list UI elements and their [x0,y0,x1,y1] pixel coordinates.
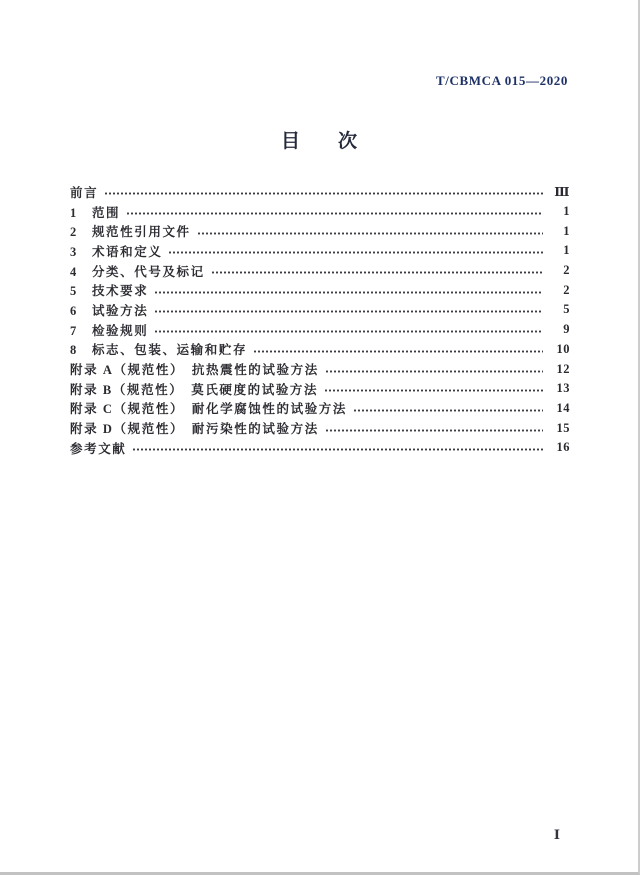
toc-entry [70,359,570,379]
toc-entry-label: 参考文献 [70,441,127,456]
toc-entry-label: 2 规范性引用文件 [70,225,191,240]
toc-leader-dots [154,290,543,295]
toc-entry [70,379,570,399]
toc-leader-dots [154,329,543,334]
toc-leader-dots [126,211,543,216]
toc-leader-dots [197,231,543,236]
toc-entry-label: 附录 C（规范性） 耐化学腐蚀性的试验方法 [70,402,348,417]
toc-entry-label: 1 范围 [70,205,121,220]
toc-entry-page: 15 [556,420,570,435]
toc-entry [70,320,570,340]
toc-entry [70,221,570,241]
toc-entry [70,202,570,222]
toc-entry [70,261,570,281]
toc-entry-label: 7 检验规则 [70,323,149,338]
toc-entry-page: 5 [563,302,570,317]
toc-entry-label: 6 试验方法 [70,303,149,318]
toc-entry-label: 附录 A（规范性） 抗热震性的试验方法 [70,363,319,378]
toc-leader-dots [168,250,543,255]
toc-entry-page: 13 [556,381,570,396]
toc-entry-page: 1 [563,243,570,258]
toc-entry [70,182,570,202]
toc-entry-page: 1 [563,223,570,238]
toc-entry [70,241,570,261]
toc-entry [70,340,570,360]
toc-leader-dots [353,408,543,413]
page-number: Ⅰ [553,827,560,842]
toc-entry [70,418,570,438]
toc-entry-page: 10 [556,341,570,356]
toc-entry-label: 5 技术要求 [70,284,149,299]
toc-entry-label: 4 分类、代号及标记 [70,264,205,279]
toc-leader-dots [253,349,543,354]
page-title: 目 次 [280,131,357,152]
document-code: T/CBMCA 015—2020 [435,73,568,88]
toc-entry [70,300,570,320]
toc-entry-page: 12 [556,361,570,376]
toc-entry-page: 9 [563,322,570,337]
toc-leader-dots [154,309,543,314]
toc-entry-label: 附录 B（规范性） 莫氏硬度的试验方法 [70,382,319,397]
toc-entry-page: Ⅲ [554,184,570,199]
toc-leader-dots [324,388,543,393]
toc-entry-label: 附录 D（规范性） 耐污染性的试验方法 [70,422,319,437]
toc-entry-page: 14 [556,400,570,415]
toc-entry-page: 1 [563,204,570,219]
toc-entry-page: 2 [563,263,570,278]
toc-entry-label: 8 标志、包装、运输和贮存 [70,343,248,358]
toc-leader-dots [132,447,543,452]
toc-leader-dots [325,369,543,374]
toc-leader-dots [325,428,543,433]
toc-leader-dots [104,191,543,196]
toc-entry-label: 前言 [70,185,99,200]
toc-entry-page: 2 [563,282,570,297]
toc-entry [70,399,570,419]
toc-list [70,182,570,458]
toc-entry-page: 16 [556,440,570,455]
toc-leader-dots [211,270,543,275]
toc-entry [70,280,570,300]
toc-entry-label: 3 术语和定义 [70,244,163,259]
toc-entry [70,438,570,458]
